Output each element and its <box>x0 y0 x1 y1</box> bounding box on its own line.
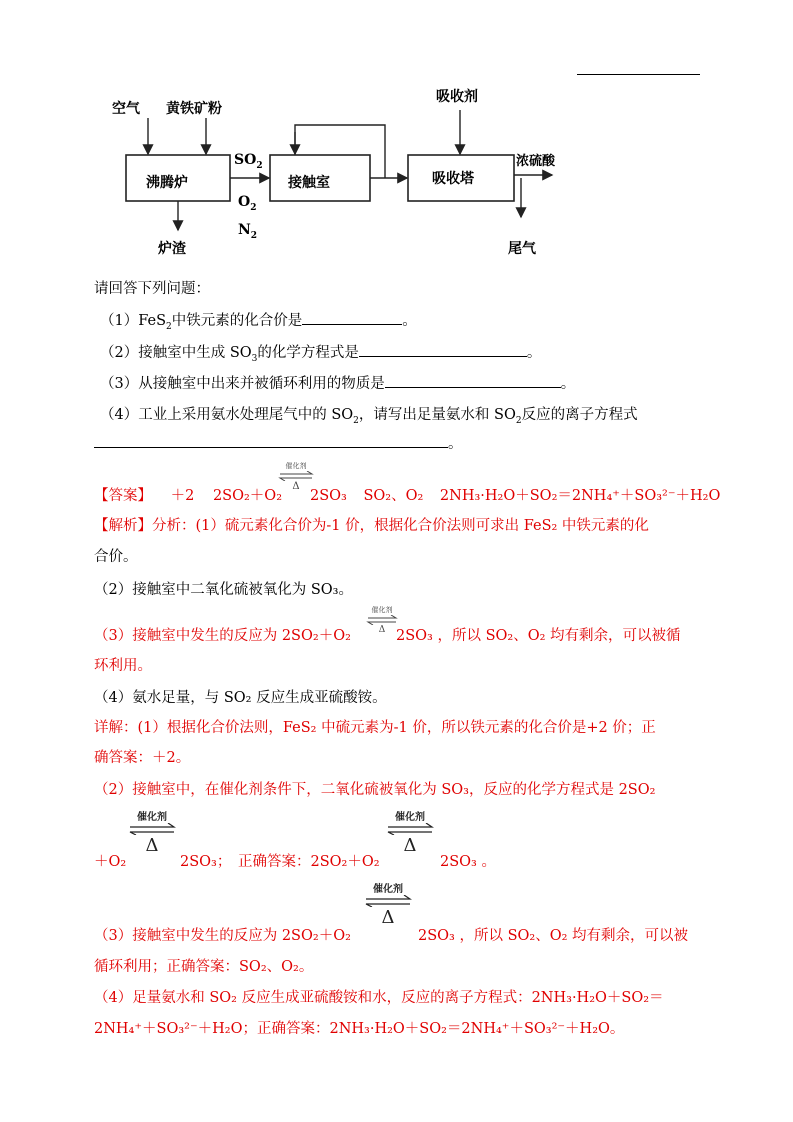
product-label: 浓硫酸 <box>516 154 556 169</box>
detail-line-2b-a: ＋O₂ <box>94 854 127 870</box>
analysis-line-3b: 2SO₃ ，所以 SO₂、O₂ 均有剩余，可以被循 <box>396 628 681 644</box>
detail-line-3b: 2SO₃ ，所以 SO₂、O₂ 均有剩余，可以被 <box>418 928 689 944</box>
n2-label: $N_2$ <box>238 222 258 241</box>
answer-blank[interactable] <box>94 433 448 448</box>
catalyst-symbol-3: 催化剂 Δ <box>128 808 176 864</box>
catalyst-symbol-2: 催化剂 Δ <box>366 605 398 639</box>
answer-tag: 【答案】 <box>94 488 152 504</box>
detail-line-2b-d: 2SO₃ 。 <box>440 854 496 870</box>
contact-room-label: 接触室 <box>288 175 330 191</box>
furnace-label: 沸腾炉 <box>146 175 188 191</box>
detail-line-4a: （4）足量氨水和 SO₂ 反应生成亚硫酸铵和水，反应的离子方程式：2NH₃·H₂O＋SO₂＝ <box>94 990 664 1006</box>
detail-line-1b: 确答案：＋2。 <box>94 750 191 766</box>
question-1: （1）FeS$_2$中铁元素的化合价是 。 <box>100 309 417 330</box>
catalyst-symbol-1: 催化剂 Δ <box>278 461 314 499</box>
slag-label: 炉渣 <box>158 241 186 257</box>
analysis-line-3c: 环利用。 <box>94 658 152 674</box>
answer-blank[interactable] <box>302 310 402 325</box>
header-rule <box>577 74 700 75</box>
question-3: （3）从接触室中出来并被循环利用的物质是 。 <box>100 372 575 393</box>
detail-line-1: 详解：(1）根据化合价法则，FeS₂ 中硫元素为-1 价，所以铁元素的化合价是+2 价；正 <box>94 720 656 736</box>
answer-blank[interactable] <box>359 342 527 357</box>
detail-line-4b: 2NH₄⁺＋SO₃²⁻＋H₂O；正确答案：2NH₃·H₂O＋SO₂＝2NH₄⁺＋SO₃²⁻＋H₂O。 <box>94 1021 625 1037</box>
input-air: 空气 <box>112 101 140 117</box>
input-pyrite: 黄铁矿粉 <box>166 101 222 117</box>
absorber-label: 吸收塔 <box>432 171 474 187</box>
analysis-line-1b: 合价。 <box>94 549 138 565</box>
so2-label: $SO_2$ <box>234 152 263 171</box>
analysis-line-1: 【解析】分析：(1）硫元素化合价为-1 价，根据化合价法则可求出 FeS₂ 中铁元素的化 <box>94 518 649 534</box>
analysis-line-2: （2）接触室中二氧化硫被氧化为 SO₃。 <box>94 582 353 598</box>
prompt: 请回答下列问题： <box>94 281 210 297</box>
detail-line-2: （2）接触室中，在催化剂条件下，二氧化硫被氧化为 SO₃，反应的化学方程式是 2SO₂ <box>94 782 656 798</box>
o2-label: $O_2$ <box>238 194 257 213</box>
answer-line-rest: 2SO₃ SO₂、O₂ 2NH₃·H₂O＋SO₂＝2NH₄⁺＋SO₃²⁻＋H₂O <box>310 488 721 504</box>
question-4-blank-line: 。 <box>94 432 463 453</box>
question-4: （4）工业上采用氨水处理尾气中的 $SO_2$，请写出足量氨水和 $SO_2$反应的离子方程式 <box>100 407 638 426</box>
catalyst-symbol-4: 催化剂 Δ <box>386 808 434 864</box>
answer-line: 【答案】 ＋2 2SO₂＋O₂ <box>94 488 283 504</box>
absorbent-label: 吸收剂 <box>436 89 478 105</box>
analysis-line-3: （3）接触室中发生的反应为 2SO₂＋O₂ <box>94 628 351 644</box>
answer-blank[interactable] <box>385 373 561 388</box>
detail-line-2b-c: 正确答案：2SO₂＋O₂ <box>238 854 380 870</box>
catalyst-symbol-5: 催化剂 Δ <box>364 880 412 936</box>
analysis-line-4: （4）氨水足量，与 SO₂ 反应生成亚硫酸铵。 <box>94 690 387 706</box>
tail-gas-label: 尾气 <box>508 241 536 257</box>
detail-line-3c: 循环利用；正确答案：SO₂、O₂。 <box>94 959 314 975</box>
detail-line-2b-b: 2SO₃； <box>180 854 232 870</box>
question-2: （2）接触室中生成 $SO_3$的化学方程式是 。 <box>100 341 541 362</box>
detail-line-3a: （3）接触室中发生的反应为 2SO₂＋O₂ <box>94 928 351 944</box>
